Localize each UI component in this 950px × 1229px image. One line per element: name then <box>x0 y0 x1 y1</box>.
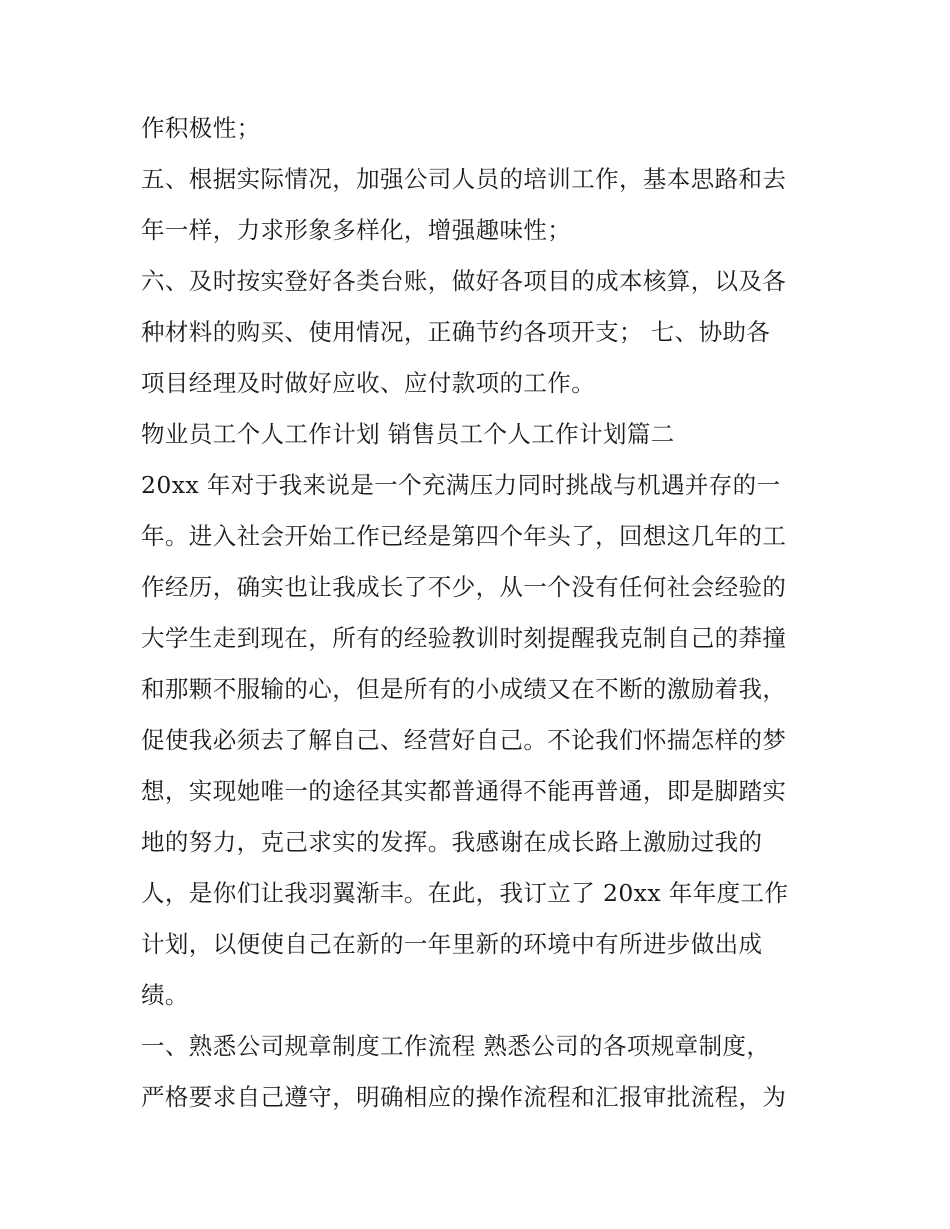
text-line: 想，实现她唯一的途径其实都普通得不能再普通，即是脚踏实 <box>141 777 787 805</box>
text-line: 大学生走到现在，所有的经验教训时刻提醒我克制自己的莽撞 <box>141 624 787 652</box>
text-line: 地的努力，克己求实的发挥。我感谢在成长路上激励过我的 <box>141 828 763 856</box>
text-line: 和那颗不服输的心，但是所有的小成绩又在不断的激励着我， <box>141 675 787 703</box>
text-line: 五、根据实际情况，加强公司人员的培训工作，基本思路和去 <box>141 165 787 193</box>
text-line: 项目经理及时做好应收、应付款项的工作。 <box>141 369 596 397</box>
text-line: 年一样，力求形象多样化，增强趣味性； <box>141 216 572 244</box>
text-line: 作积极性； <box>141 114 261 142</box>
text-line: 一、熟悉公司规章制度工作流程 熟悉公司的各项规章制度， <box>141 1032 771 1060</box>
text-line: 种材料的购买、使用情况，正确节约各项开支； 七、协助各 <box>141 318 771 346</box>
text-line: 严格要求自己遵守，明确相应的操作流程和汇报审批流程，为 <box>141 1083 787 1111</box>
text-line: 20xx 年对于我来说是一个充满压力同时挑战与机遇并存的一 <box>141 471 781 499</box>
text-line: 计划，以便使自己在新的一年里新的环境中有所进步做出成 <box>141 930 763 958</box>
text-line: 六、及时按实登好各类台账，做好各项目的成本核算，以及各 <box>141 267 787 295</box>
text-line: 作经历，确实也让我成长了不少，从一个没有任何社会经验的 <box>141 573 787 601</box>
text-line: 绩。 <box>141 981 189 1009</box>
section-heading: 物业员工个人工作计划 销售员工个人工作计划篇二 <box>141 420 675 448</box>
text-line: 年。进入社会开始工作已经是第四个年头了，回想这几年的工 <box>141 522 787 550</box>
text-line: 人，是你们让我羽翼渐丰。在此，我订立了 20xx 年年度工作 <box>141 879 789 907</box>
text-line: 促使我必须去了解自己、经营好自己。不论我们怀揣怎样的梦 <box>141 726 787 754</box>
